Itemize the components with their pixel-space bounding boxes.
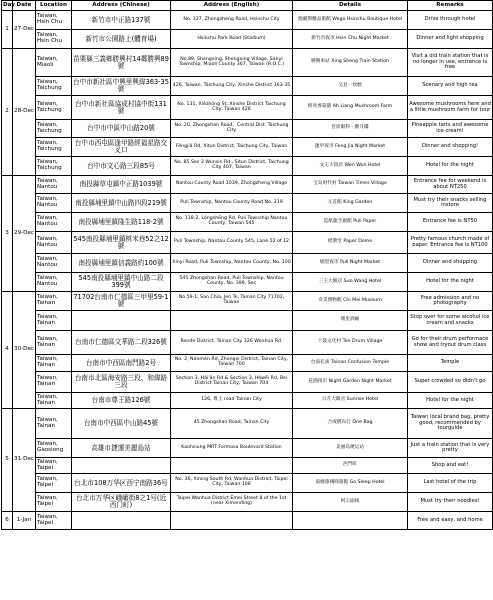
details-cell: 造紙龍手創館 Puli Paper <box>293 213 408 232</box>
details-cell: 美丽岛捷运站 <box>293 439 408 458</box>
address-chinese-cell: 新竹市中正路137號 <box>72 11 171 30</box>
address-english-cell: 426, Taiwan, Taichung City, Xinshe District 363-35 <box>171 77 293 96</box>
address-chinese-cell: 南投縣埔里鎮信義路約100號 <box>72 254 171 273</box>
address-english-cell <box>171 458 293 474</box>
address-chinese-cell: 新竹市公園路上(體育場) <box>72 30 171 49</box>
header-address-chinese: Address (Chinese) <box>72 1 171 11</box>
remarks-cell: Super crowded so didn't go <box>408 372 493 393</box>
remarks-cell: Free admission and no photography <box>408 292 493 311</box>
table-row <box>2 77 493 96</box>
remarks-cell: Hotel for the night <box>408 273 493 292</box>
table-row <box>2 213 493 232</box>
address-english-cell: Puli Township, Nantou County Road No. 219 <box>171 194 293 213</box>
location-cell: Taiwan, Taichung <box>36 96 72 120</box>
table-row <box>2 232 493 254</box>
location-cell: Taiwan, Taipei <box>36 512 72 530</box>
date-cell: 28-Dec <box>13 49 36 176</box>
address-chinese-cell: 台中市新社區協成村協中街131號 <box>72 96 171 120</box>
details-cell: 台南孔庙 Tainan Confusion Temple <box>293 355 408 372</box>
table-row <box>2 512 493 530</box>
details-cell: 南綠旅棧商旅館 Go Sleep Hotel <box>293 474 408 493</box>
address-chinese-cell <box>72 311 171 331</box>
header-row <box>2 1 493 11</box>
remarks-cell: Dinner and shopping <box>408 254 493 273</box>
table-row <box>2 493 493 512</box>
day-cell: 1 <box>2 11 13 49</box>
remarks-cell: Entrance fee is NT50 <box>408 213 493 232</box>
address-english-cell: Xinyi Road, Puli Township, Nantou County, No. 100 <box>171 254 293 273</box>
header-details: Details <box>293 1 408 11</box>
remarks-cell: Go for their drum performace show and tryout drum class <box>408 331 493 355</box>
address-english-cell: Kaohsiung MRT Formosa Boulevard Station <box>171 439 293 458</box>
address-english-cell: 545 Zhongshan Road, Puli Township, Nantou County, No. 399, Sec <box>171 273 293 292</box>
remarks-cell: Visit a old train station that is no longer in use, entrance is free <box>408 49 493 77</box>
address-chinese-cell: 台北市万华区峨嵋街8之1号(近西门町) <box>72 493 171 512</box>
remarks-cell: Must try their snacks selling instore <box>408 194 493 213</box>
date-cell: 27-Dec <box>13 11 36 49</box>
remarks-cell: Scenary and high tea <box>408 77 493 96</box>
address-english-cell: No. 118-2, Lóngshēng Rd, Puli Township Nantou County, Taiwan 545 <box>171 213 293 232</box>
address-english-cell: Puli Township, Nantou County 545, Lane 52 of 12 <box>171 232 293 254</box>
address-english-cell: No. 131, Xiézhōng St, Xinshe District Taichung City, Taiwan 426 <box>171 96 293 120</box>
location-cell: Taiwan, Taipei <box>36 458 72 474</box>
location-cell: Taiwan, Nantou <box>36 232 72 254</box>
table-row <box>2 194 493 213</box>
location-cell: Taiwan, Tainan <box>36 311 72 331</box>
address-chinese-cell: 台南市仁德區文華路二段326號 <box>72 331 171 355</box>
table-row <box>2 273 493 292</box>
location-cell: Taiwan, Tainan <box>36 372 72 393</box>
table-row <box>2 120 493 138</box>
details-cell: 十鼓文化村 Ten Drum Village <box>293 331 408 355</box>
address-chinese-cell: 台南市中西區南門路2号 <box>72 355 171 372</box>
address-english-cell: No. 2, Nánmén Rd, Zhongxi District, Tainan City, Taiwan 700 <box>171 355 293 372</box>
location-cell: Taiwan, Taichung <box>36 138 72 157</box>
table-row <box>2 372 493 393</box>
location-cell: Taiwan, Taichung <box>36 157 72 176</box>
address-english-cell: Hsinchu Park Road (Stadium) <box>171 30 293 49</box>
table-row <box>2 157 493 176</box>
address-english-cell: No. 36, Xining South Rd, Wanhua District, Taipei City, Taiwan 108 <box>171 474 293 493</box>
date-cell: 31-Dec <box>13 409 36 512</box>
details-cell: 阿亮香菇園 Ah Liang Mushroom Farm <box>293 96 408 120</box>
details-cell: 阿宗面线 <box>293 493 408 512</box>
address-chinese-cell: 高雄市捷運美麗島站 <box>72 439 171 458</box>
table-row <box>2 254 493 273</box>
address-chinese-cell: 545南投縣埔里鎮桃米巷52之12號 <box>72 232 171 254</box>
location-cell: Taiwan, Nantou <box>36 213 72 232</box>
day-cell: 6 <box>2 512 13 530</box>
details-cell: 紙教堂 Paper Dome <box>293 232 408 254</box>
address-english-cell: 126, 尊王 road Tainan City <box>171 393 293 409</box>
details-cell: 又見一炊煙 <box>293 77 408 96</box>
remarks-cell: Must try their noodles! <box>408 493 493 512</box>
details-cell: 逢甲夜市 Feng Jia Night Market <box>293 138 408 157</box>
remarks-cell: Dinner and light shopping <box>408 30 493 49</box>
location-cell: Taiwan, Tainan <box>36 393 72 409</box>
table-row <box>2 49 493 77</box>
address-english-cell: Nantou County Road 1039, Zhongzheng Village <box>171 176 293 194</box>
table-row <box>2 331 493 355</box>
address-english-cell: Taipei Wanhua District Emei Street 8 of the 1st (near Ximending) <box>171 493 293 512</box>
address-english-cell: No.59-1, San Chia, Jen Te, Tainan City 71702, Taiwan <box>171 292 293 311</box>
details-cell <box>293 512 408 530</box>
address-chinese-cell: 台中市西屯區逢甲路經福星路交叉口 <box>72 138 171 157</box>
remarks-cell: Dinner and shopping! <box>408 138 493 157</box>
address-chinese-cell: 台中市文心路三段85号 <box>72 157 171 176</box>
header-day: Day <box>2 1 13 11</box>
date-cell: 1-Jan <box>13 512 36 530</box>
address-english-cell: 45 Zhongshan Road, Tainan City <box>171 409 293 439</box>
location-cell: Taiwan, Tainan <box>36 355 72 372</box>
location-cell: Taiwan, Gaosiong <box>36 439 72 458</box>
day-cell: 2 <box>2 49 13 176</box>
location-cell: Taiwan, Taipei <box>36 474 72 493</box>
address-chinese-cell: 台北市108万华区西宁南路36号 <box>72 474 171 493</box>
table-row <box>2 393 493 409</box>
remarks-cell: Hotel for the night <box>408 157 493 176</box>
day-cell: 3 <box>2 176 13 292</box>
details-cell: 新竹市夜市 Hsin Chu Night Market <box>293 30 408 49</box>
address-chinese-cell: 苗栗縣三義鄉勝興村14鄰勝興89號 <box>72 49 171 77</box>
itinerary-body <box>2 11 493 530</box>
location-cell: Taiwan, Tainan <box>36 292 72 311</box>
table-row <box>2 30 493 49</box>
address-english-cell <box>171 512 293 530</box>
day-cell: 4 <box>2 292 13 409</box>
remarks-cell: Awesome mushrooms here and a little mushroom farm for tour <box>408 96 493 120</box>
header-date: Date <box>13 1 36 11</box>
location-cell: Taiwan, Nantou <box>36 176 72 194</box>
details-cell: 西門町 <box>293 458 408 474</box>
location-cell: Taiwan, Taichung <box>36 120 72 138</box>
date-cell: 30-Dec <box>13 292 36 409</box>
address-chinese-cell: 545南投縣埔里鎮中山路二段399號 <box>72 273 171 292</box>
address-english-cell: No.89, Shengxing, Shengxing Village, Sanyi Township, Miaoli County 367, Taiwan (R.O.C.) <box>171 49 293 77</box>
address-chinese-cell: 台南市尊王路126號 <box>72 393 171 409</box>
address-chinese-cell: 台中市新社區中興里興緯363-35號 <box>72 77 171 96</box>
address-chinese-cell: 南投縣埔里鎮隆生路118-2號 <box>72 213 171 232</box>
table-row <box>2 311 493 331</box>
address-english-cell: Féngjiǎ Rd, Xitun District, Taichung City, Taiwan <box>171 138 293 157</box>
table-row <box>2 292 493 311</box>
remarks-cell: Taiwan local brand bag, pretty good, recommended by tourguide <box>408 409 493 439</box>
remarks-cell: Hotel for the night <box>408 393 493 409</box>
address-english-cell: No. 85 Sec 3 Wunsin Rd , Situn District, Taichung City 407, Taiwan <box>171 157 293 176</box>
table-row <box>2 458 493 474</box>
details-cell: 埔里酒廠 <box>293 311 408 331</box>
details-cell: 德爾斯精品旅館 Wego Hsinchu Boutique Hotel <box>293 11 408 30</box>
table-row <box>2 355 493 372</box>
details-cell: 宝岛时代村 Taiwan Times Village <box>293 176 408 194</box>
remarks-cell: Pineapple tarts and awesome ice cream! <box>408 120 493 138</box>
address-chinese-cell <box>72 458 171 474</box>
details-cell: 合成帆布行 One Bag <box>293 409 408 439</box>
header-location: Location <box>36 1 72 11</box>
remarks-cell: Shop and eat! <box>408 458 493 474</box>
address-chinese-cell: 71702台南市仁德區三甲里59-1號 <box>72 292 171 311</box>
address-chinese-cell: 台南市中西區中山路45號 <box>72 409 171 439</box>
details-cell: 三王大飯店 Sun Wang Hotel <box>293 273 408 292</box>
remarks-cell: Last hotel of the trip <box>408 474 493 493</box>
address-chinese-cell: 南投縣草屯鎮中正路1039號 <box>72 176 171 194</box>
table-row <box>2 176 493 194</box>
remarks-cell: Temple <box>408 355 493 372</box>
address-chinese-cell: 台中市中區中山路20號 <box>72 120 171 138</box>
location-cell: Taiwan, Nantou <box>36 194 72 213</box>
header-remarks: Remarks <box>408 1 493 11</box>
details-cell: 元首館 King Garden <box>293 194 408 213</box>
location-cell: Taiwan, Taipei <box>36 493 72 512</box>
day-cell: 5 <box>2 409 13 512</box>
location-cell: Taiwan, Nantou <box>36 254 72 273</box>
details-cell: 花園夜市 Night Garden Night Market <box>293 372 408 393</box>
location-cell: Taiwan, Tainan <box>36 409 72 439</box>
address-chinese-cell: 台南市北區海安路三段、和緯路三段 <box>72 372 171 393</box>
location-cell: Taiwan, Hsin Chu <box>36 11 72 30</box>
table-row <box>2 409 493 439</box>
details-cell: 奇美博物館 Chi Mei Museum <box>293 292 408 311</box>
remarks-cell: Drive through hotel <box>408 11 493 30</box>
details-cell: 勝興車站 Xing Sheng Train Station <box>293 49 408 77</box>
address-chinese-cell <box>72 512 171 530</box>
address-english-cell <box>171 311 293 331</box>
location-cell: Taiwan, Hsin Chu <box>36 30 72 49</box>
location-cell: Taiwan, Miaoli <box>36 49 72 77</box>
table-row <box>2 96 493 120</box>
table-row <box>2 439 493 458</box>
table-row <box>2 11 493 30</box>
itinerary-table <box>1 0 493 530</box>
remarks-cell: Stop over for some alcohol ice cream and snacks <box>408 311 493 331</box>
location-cell: Taiwan, Taichung <box>36 77 72 96</box>
address-english-cell: Section 3, Hǎi'ān Rd & Section 3, Héwěi Rd, Bei District Tainan City, Taiwan 704 <box>171 372 293 393</box>
details-cell: 日升大飯店 Sunrise Hotel <box>293 393 408 409</box>
remarks-cell: Free and easy, and home <box>408 512 493 530</box>
details-cell: 文王大饭店 Wen Won Hotel <box>293 157 408 176</box>
date-cell: 29-Dec <box>13 176 36 292</box>
remarks-cell: Pretty famous church made of paper. Entrance fee is NT100 <box>408 232 493 254</box>
address-english-cell: Rende District, Tainan City 326 Wenhua Rd. <box>171 331 293 355</box>
address-english-cell: No. 137, Zhongzheng Road, Hsinchu City <box>171 11 293 30</box>
header-address-english: Address (English) <box>171 1 293 11</box>
location-cell: Taiwan, Nantou <box>36 273 72 292</box>
location-cell: Taiwan, Tainan <box>36 331 72 355</box>
details-cell: 宮原眼科 - 醉月樓 <box>293 120 408 138</box>
table-row <box>2 474 493 493</box>
details-cell: 埔里夜市 Puli Night Market <box>293 254 408 273</box>
remarks-cell: Entrance fee for weekend is about NT250 <box>408 176 493 194</box>
address-chinese-cell: 南投縣埔里鎮中山路四段219號 <box>72 194 171 213</box>
remarks-cell: Just a train station that is very pretty <box>408 439 493 458</box>
address-english-cell: No. 20, Zhongshan Road，Central Dist. Taichung City <box>171 120 293 138</box>
table-row <box>2 138 493 157</box>
